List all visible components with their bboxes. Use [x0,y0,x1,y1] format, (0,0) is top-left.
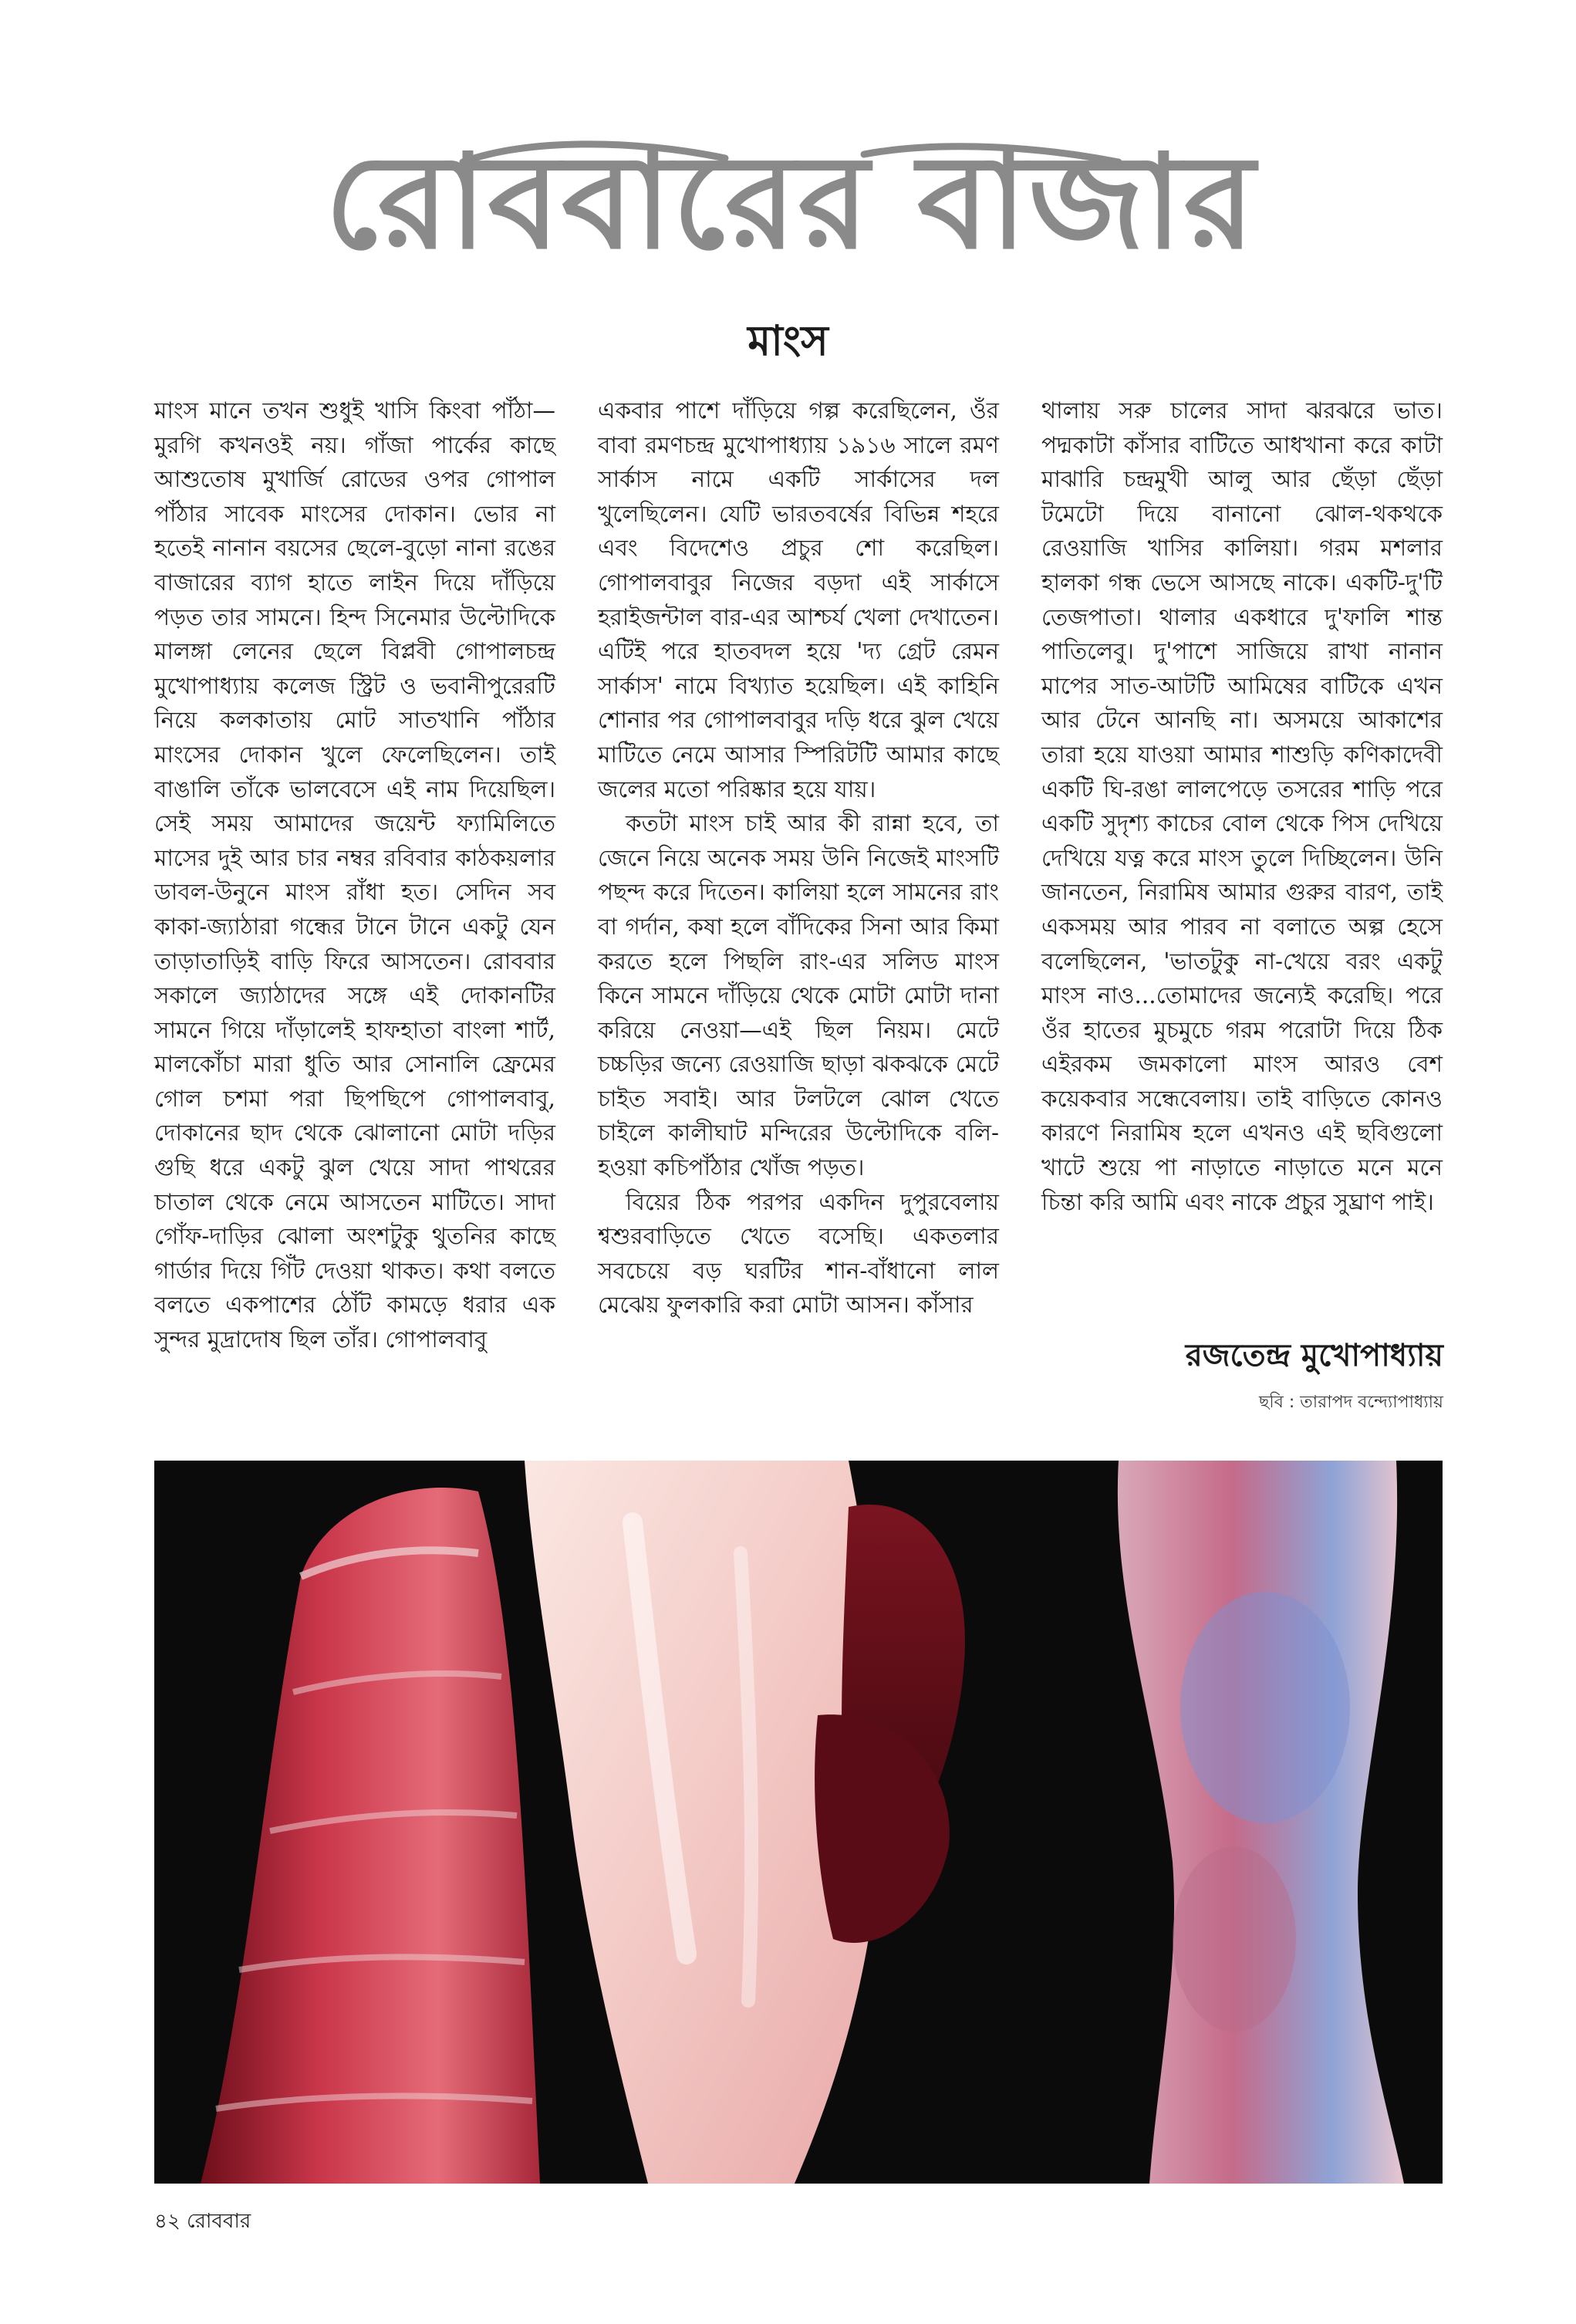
photo-credit: ছবি : তারাপদ বন্দ্যোপাধ্যায় [1259,1393,1443,1412]
article-column-2 [598,394,999,1322]
column-2-paragraph-3: বিয়ের ঠিক পরপর একদিন দুপুরবেলায় শ্বশুরবাড়িতে খেতে বসেছি। একতলার সবচেয়ে বড় ঘরটির শান-বাঁধানো লাল মেঝেয় ফুলকারি করা মোটা আসন। কাঁসার [598,1188,999,1319]
masthead-logo [325,116,1257,309]
author-byline: রজতেন্দ্র মুখোপাধ্যায় [1185,1338,1443,1373]
meat-photo-illustration [154,1461,1443,2184]
article-body [154,394,1443,1435]
masthead-title: রোববারের বাজার [325,127,1257,278]
column-2-paragraph-1: একবার পাশে দাঁড়িয়ে গল্প করেছিলেন, ওঁর বাবা রমণচন্দ্র মুখোপাধ্যায় ১৯১৬ সালে রমণ সার্কাস নামে একটি সার্কাসের দল খুলেছিলেন। যেটি ভারতবর্ষের বিভিন্ন শহরে এবং বিদেশেও প্রচুর শো করেছিল। গোপালবাবুর নিজের বড়দা এই সার্কাসে হরাইজন্টাল বার-এর আশ্চর্য খেলা দেখাতেন। এটিই পরে হাতবদল হয়ে 'দ্য গ্রেট রেমন সার্কাস' নামে বিখ্যাত হয়েছিল। এই কাহিনি শোনার পর গোপালবাবুর দড়ি ধরে ঝুল খেয়ে মাটিতে নেমে আসার স্পিরিটটি আমার কাছে জলের মতো পরিষ্কার হয়ে যায়। [598,397,999,802]
article-column-1 [154,394,555,1357]
masthead-calligraphy [325,116,1257,309]
article-column-3 [1041,394,1443,1219]
column-2-paragraph-2: কতটা মাংস চাই আর কী রান্না হবে, তা জেনে নিয়ে অনেক সময় উনি নিজেই মাংসটি পছন্দ করে দিতেন। কালিয়া হলে সামনের রাং বা গর্দান, কষা হলে বাঁদিকের সিনা আর কিমা করতে হলে পিছলি রাং-এর সলিড মাংস কিনে সামনে দাঁড়িয়ে থেকে মোটা মোটা দানা করিয়ে নেওয়া—এই ছিল নিয়ম। মেটে চচ্চড়ির জন্যে রেওয়াজি ছাড়া ঝকঝকে মেটে চাইত সবাই। আর টলটলে ঝোল খেতে চাইলে কালীঘাট মন্দিরের উল্টোদিকে বলি-হওয়া কচিপাঁঠার খোঁজ পড়ত। [598,810,999,1181]
meat-photo [154,1461,1443,2184]
column-3-paragraph-1: থালায় সরু চালের সাদা ঝরঝরে ভাত। পদ্মকাটা কাঁসার বাটিতে আধখানা করে কাটা মাঝারি চন্দ্রমুখী আলু আর ছেঁড়া ছেঁড়া টমেটো দিয়ে বানানো ঝোল-থকথকে রেওয়াজি খাসির কালিয়া। গরম মশলার হালকা গন্ধ ভেসে আসছে নাকে। একটি-দু'টি তেজপাতা। থালার একধারে দু'ফালি শান্ত পাতিলেবু। দু'পাশে সাজিয়ে রাখা নানান মাপের সাত-আটটি আমিষের বাটিকে এখন আর টেনে আনছি না। অসময়ে আকাশের তারা হয়ে যাওয়া আমার শাশুড়ি কণিকাদেবী একটি ঘি-রঙা লালপেড়ে তসরের শাড়ি পরে একটি সুদৃশ্য কাচের বোল থেকে পিস দেখিয়ে দেখিয়ে যত্ন করে মাংস তুলে দিচ্ছিলেন। উনি জানতেন, নিরামিষ আমার গুরুর বারণ, তাই একসময় আর পারব না বলাতে অল্প হেসে বলেছিলেন, 'ভাতটুকু না-খেয়ে বরং একটু মাংস নাও...তোমাদের জন্যেই করেছি। পরে ওঁর হাতের মুচমুচে গরম পরোটা দিয়ে ঠিক এইরকম জমকালো মাংস আরও বেশ কয়েকবার সন্ধেবেলায়। তাই বাড়িতে কোনও কারণে নিরামিষ হলে এখনও এই ছবিগুলো খাটে শুয়ে পা নাড়াতে নাড়াতে মনে মনে চিন্তা করি আমি এবং নাকে প্রচুর সুঘ্রাণ পাই। [1041,397,1443,1215]
page-folio: ৪২ রোববার [154,2210,251,2233]
column-1-paragraph-1: মাংস মানে তখন শুধুই খাসি কিংবা পাঁঠা—মুরগি কখনওই নয়। গাঁজা পার্কের কাছে আশুতোষ মুখার্জি রোডের ওপর গোপাল পাঁঠার সাবেক মাংসের দোকান। ভোর না হতেই নানান বয়সের ছেলে-বুড়ো নানা রঙের বাজারের ব্যাগ হাতে লাইন দিয়ে দাঁড়িয়ে পড়ত তার সামনে। হিন্দ সিনেমার উল্টোদিকে মালঙ্গা লেনের ছেলে বিপ্লবী গোপালচন্দ্র মুখোপাধ্যায় কলেজ স্ট্রিট ও ভবানীপুরেরটি নিয়ে কলকাতায় মোট সাতখানি পাঁঠার মাংসের দোকান খুলে ফেলেছিলেন। তাই বাঙালি তাঁকে ভালবেসে এই নাম দিয়েছিল। সেই সময় আমাদের জয়েন্ট ফ্যামিলিতে মাসের দুই আর চার নম্বর রবিবার কাঠকয়লার ডাবল-উনুনে মাংস রাঁধা হত। সেদিন সব কাকা-জ্যাঠারা গন্ধের টানে টানে একটু যেন তাড়াতাড়িই বাড়ি ফিরে আসতেন। রোববার সকালে জ্যাঠাদের সঙ্গে এই দোকানটির সামনে গিয়ে দাঁড়ালেই হাফহাতা বাংলা শার্ট, মালকোঁচা মারা ধুতি আর সোনালি ফ্রেমের গোল চশমা পরা ছিপছিপে গোপালবাবু, দোকানের ছাদ থেকে ঝোলানো মোটা দড়ির গুছি ধরে একটু ঝুল খেয়ে সাদা পাথরের চাতাল থেকে নেমে আসতেন মাটিতে। সাদা গোঁফ-দাড়ির ঝোলা অংশটুকু থুতনির কাছে গার্ডার দিয়ে গিঁট দেওয়া থাকত। কথা বলতে বলতে একপাশের ঠোঁট কামড়ে ধরার এক সুন্দর মুদ্রাদোষ ছিল তাঁর। গোপালবাবু [154,397,555,1353]
section-title: মাংস [748,316,828,365]
